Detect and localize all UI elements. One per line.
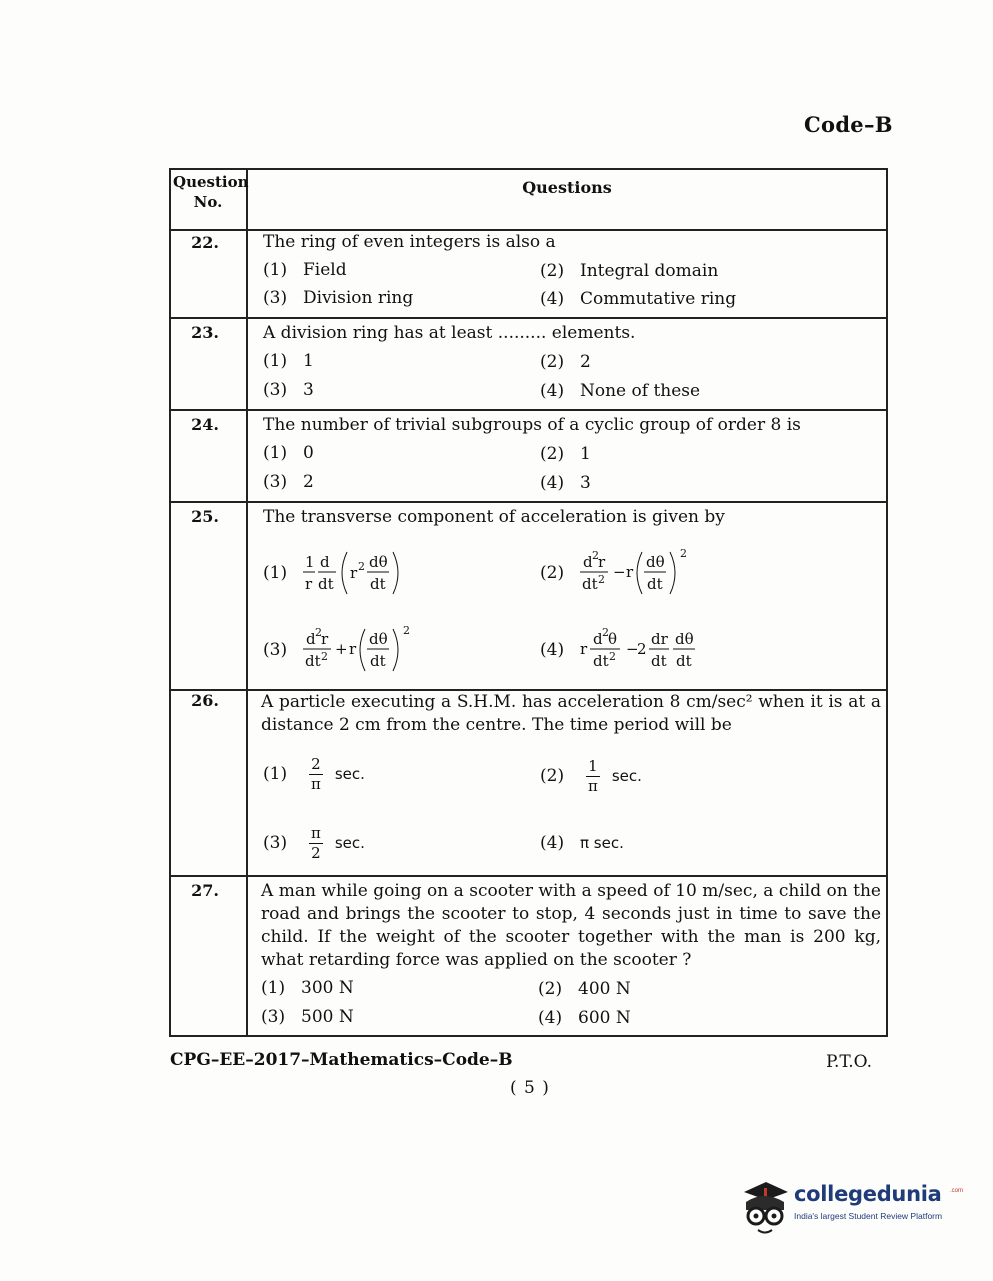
option-number: (4) — [538, 1008, 563, 1028]
option-number: (1) — [263, 764, 288, 784]
svg-text:r: r — [349, 640, 357, 658]
svg-text:2: 2 — [680, 547, 687, 560]
row-divider — [171, 501, 886, 503]
svg-text:2: 2 — [602, 626, 609, 639]
unit: sec. — [611, 767, 642, 785]
svg-text:θ: θ — [608, 630, 618, 648]
option-1 — [263, 545, 413, 601]
formula-option-1 — [303, 547, 413, 599]
svg-text:dt: dt — [651, 652, 667, 670]
row-divider — [171, 317, 886, 319]
svg-text:dt: dt — [370, 652, 386, 670]
row-divider — [171, 875, 886, 877]
svg-text:dt: dt — [593, 652, 609, 670]
option-text: 300 N — [301, 978, 354, 998]
fraction — [586, 756, 600, 795]
option-text: π sec. — [580, 834, 624, 852]
unit: sec. — [334, 834, 365, 852]
option-number: (3) — [263, 472, 288, 492]
option-number: (4) — [540, 833, 565, 853]
option-1 — [263, 443, 314, 463]
option-2 — [540, 545, 700, 601]
option-3 — [263, 472, 314, 492]
option-number: (2) — [540, 766, 565, 786]
option-number: (1) — [263, 351, 288, 371]
option-2 — [540, 352, 591, 372]
option-text: None of these — [580, 381, 701, 401]
numerator: 2 — [311, 754, 321, 773]
option-number: (4) — [540, 473, 565, 493]
svg-text:d: d — [320, 553, 330, 571]
fraction — [309, 823, 323, 862]
option-text: 1 — [580, 444, 591, 464]
option-text: 1 — [303, 351, 314, 371]
option-number: (4) — [540, 289, 565, 309]
question-number: 27. — [191, 881, 219, 900]
option-1 — [263, 746, 365, 802]
option-number: (1) — [263, 563, 288, 583]
option-number: (3) — [263, 640, 288, 660]
svg-text:dt: dt — [647, 575, 663, 593]
option-4 — [540, 622, 710, 678]
option-number: (2) — [540, 444, 565, 464]
option-3 — [263, 380, 314, 400]
denominator: π — [311, 774, 321, 793]
option-text: Division ring — [303, 288, 414, 308]
svg-text:2: 2 — [598, 573, 605, 586]
option-number: (2) — [540, 352, 565, 372]
option-text: 2 — [303, 472, 314, 492]
svg-text:dθ: dθ — [369, 553, 388, 571]
option-text: 2 — [580, 352, 591, 372]
option-number: (1) — [261, 978, 286, 998]
denominator: π — [588, 776, 598, 795]
header-questions: Questions — [522, 178, 612, 197]
question-text: The ring of even integers is also a — [263, 232, 556, 252]
svg-text:dt: dt — [305, 652, 321, 670]
option-number: (2) — [540, 261, 565, 281]
svg-text:dθ: dθ — [646, 553, 665, 571]
question-number: 25. — [191, 507, 219, 526]
logo-suffix: .com — [950, 1188, 964, 1194]
pto-label: P.T.O. — [826, 1052, 872, 1072]
denominator: 2 — [311, 843, 321, 862]
svg-text:r: r — [626, 563, 634, 581]
question-text: The transverse component of acceleration is given by — [263, 507, 725, 527]
question-text: The number of trivial subgroups of a cyclic group of order 8 is — [263, 415, 801, 435]
option-2 — [540, 444, 591, 464]
column-divider — [246, 170, 248, 1035]
option-number: (1) — [263, 443, 288, 463]
question-number: 22. — [191, 233, 219, 252]
row-divider — [171, 409, 886, 411]
option-4 — [538, 1008, 631, 1028]
option-4 — [540, 473, 591, 493]
svg-text:dt: dt — [582, 575, 598, 593]
option-3 — [263, 288, 413, 308]
option-3 — [263, 815, 365, 871]
option-3 — [263, 622, 423, 678]
svg-text:dθ: dθ — [675, 630, 694, 648]
fraction — [309, 754, 323, 793]
question-number: 26. — [191, 691, 219, 710]
question-number: 23. — [191, 323, 219, 342]
formula-option-4 — [580, 624, 710, 676]
svg-text:2: 2 — [637, 640, 647, 658]
option-4 — [540, 815, 624, 871]
svg-text:+: + — [335, 640, 348, 658]
option-text: 0 — [303, 443, 314, 463]
svg-text:2: 2 — [592, 549, 599, 562]
option-number: (4) — [540, 640, 565, 660]
svg-text:2: 2 — [403, 624, 410, 637]
option-number: (4) — [540, 381, 565, 401]
option-2 — [540, 261, 718, 281]
option-text: 500 N — [301, 1007, 354, 1027]
option-1 — [263, 351, 314, 371]
page-number: ( 5 ) — [510, 1078, 550, 1098]
svg-text:2: 2 — [315, 626, 322, 639]
option-text: 400 N — [578, 979, 631, 999]
paper-code: Code–B — [804, 112, 893, 137]
logo-tagline: India's largest Student Review Platform — [794, 1211, 943, 1221]
header-question-no: Question No. — [173, 173, 249, 211]
option-text: Field — [303, 260, 347, 280]
option-3 — [261, 1007, 354, 1027]
option-number: (3) — [263, 380, 288, 400]
logo-wordmark: collegedunia — [794, 1182, 942, 1206]
question-table — [169, 168, 888, 1037]
svg-text:r: r — [321, 630, 329, 648]
svg-text:1: 1 — [305, 553, 315, 571]
svg-text:2: 2 — [358, 560, 365, 573]
unit: sec. — [334, 765, 365, 783]
svg-text:2: 2 — [321, 650, 328, 663]
row-divider — [171, 229, 886, 231]
svg-text:−: − — [626, 640, 639, 658]
question-text: A man while going on a scooter with a speed of 10 m/sec, a child on the road and brings the scooter to stop, 4 seconds just in time to save the child. If the weight of the scooter together with the man is 200 kg, what retarding force was applied on the scooter ? — [261, 881, 881, 970]
svg-text:dθ: dθ — [369, 630, 388, 648]
option-text: 3 — [303, 380, 314, 400]
option-number: (2) — [540, 563, 565, 583]
numerator: π — [311, 823, 321, 842]
svg-text:d: d — [583, 553, 593, 571]
svg-text:dt: dt — [318, 575, 334, 593]
option-number: (3) — [263, 833, 288, 853]
svg-text:r: r — [598, 553, 606, 571]
option-text: Commutative ring — [580, 289, 737, 309]
option-1 — [261, 978, 354, 998]
option-2 — [540, 748, 642, 804]
option-number: (2) — [538, 979, 563, 999]
svg-text:d: d — [306, 630, 316, 648]
option-2 — [538, 979, 631, 999]
option-4 — [540, 289, 736, 309]
numerator: 1 — [588, 756, 598, 775]
paper-title: CPG–EE–2017–Mathematics–Code–B — [170, 1050, 513, 1070]
option-number: (1) — [263, 260, 288, 280]
option-text: Integral domain — [580, 261, 719, 281]
question-text: A particle executing a S.H.M. has acceleration 8 cm/sec² when it is at a distance 2 cm from the centre. The time period will be — [261, 692, 881, 735]
svg-text:dt: dt — [370, 575, 386, 593]
collegedunia-logo — [736, 1176, 966, 1246]
svg-text:2: 2 — [609, 650, 616, 663]
formula-option-2 — [580, 547, 700, 599]
svg-text:r: r — [580, 640, 588, 658]
svg-text:r: r — [350, 564, 358, 582]
svg-text:dr: dr — [651, 630, 668, 648]
option-number: (3) — [261, 1007, 286, 1027]
graduate-mascot-icon — [736, 1178, 792, 1240]
option-number: (3) — [263, 288, 288, 308]
svg-text:−: − — [613, 563, 626, 581]
svg-text:d: d — [593, 630, 603, 648]
svg-text:dt: dt — [676, 652, 692, 670]
svg-text:r: r — [305, 575, 313, 593]
question-number: 24. — [191, 415, 219, 434]
question-text: A division ring has at least ......... elements. — [263, 323, 636, 343]
option-text: 3 — [580, 473, 591, 493]
formula-option-3 — [303, 624, 423, 676]
option-4 — [540, 381, 700, 401]
option-1 — [263, 260, 347, 280]
option-text: 600 N — [578, 1008, 631, 1028]
